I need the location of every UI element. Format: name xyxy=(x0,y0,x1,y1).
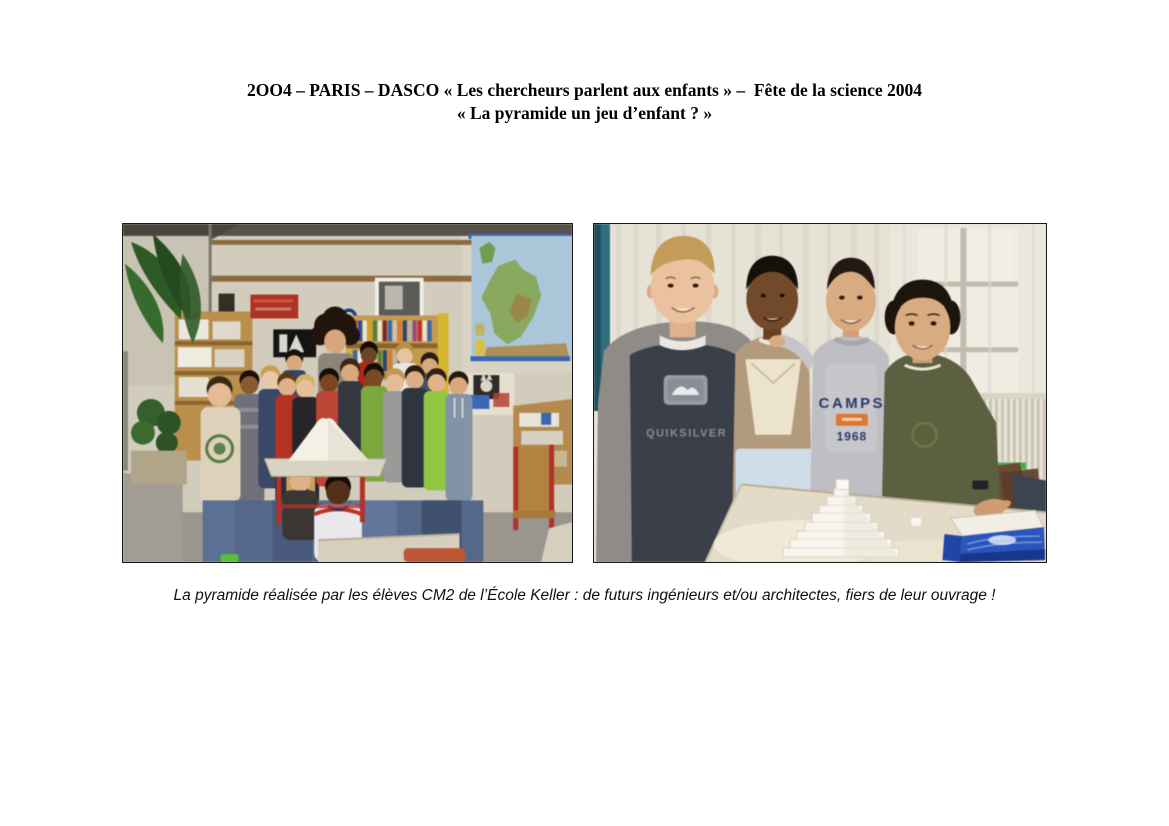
quiksilver-text: QUIKSILVER xyxy=(646,427,728,440)
framed-photo xyxy=(375,278,424,320)
france-map xyxy=(468,234,572,361)
photo-caption: La pyramide réalisée par les élèves CM2 de l’École Keller : de futurs ingénieurs et/ou architectes, fiers de leur ouvrage ! xyxy=(173,587,996,604)
title-line-2: « La pyramide un jeu d’enfant ? » xyxy=(456,103,713,123)
title-line-1: 2OO4 – PARIS – DASCO « Les chercheurs parlent aux enfants » – Fête de la science 2004 xyxy=(247,80,922,100)
photo-four-boys xyxy=(593,223,1047,563)
camps-text: CAMPS xyxy=(818,394,886,412)
photo-class-group xyxy=(122,223,573,563)
red-poster xyxy=(250,295,298,319)
page-title xyxy=(0,79,1169,125)
year-text: 1968 xyxy=(836,429,868,444)
photo-class-group-illustration xyxy=(123,224,572,562)
sugar-box xyxy=(942,510,1045,562)
photo-four-boys-illustration xyxy=(594,224,1046,562)
